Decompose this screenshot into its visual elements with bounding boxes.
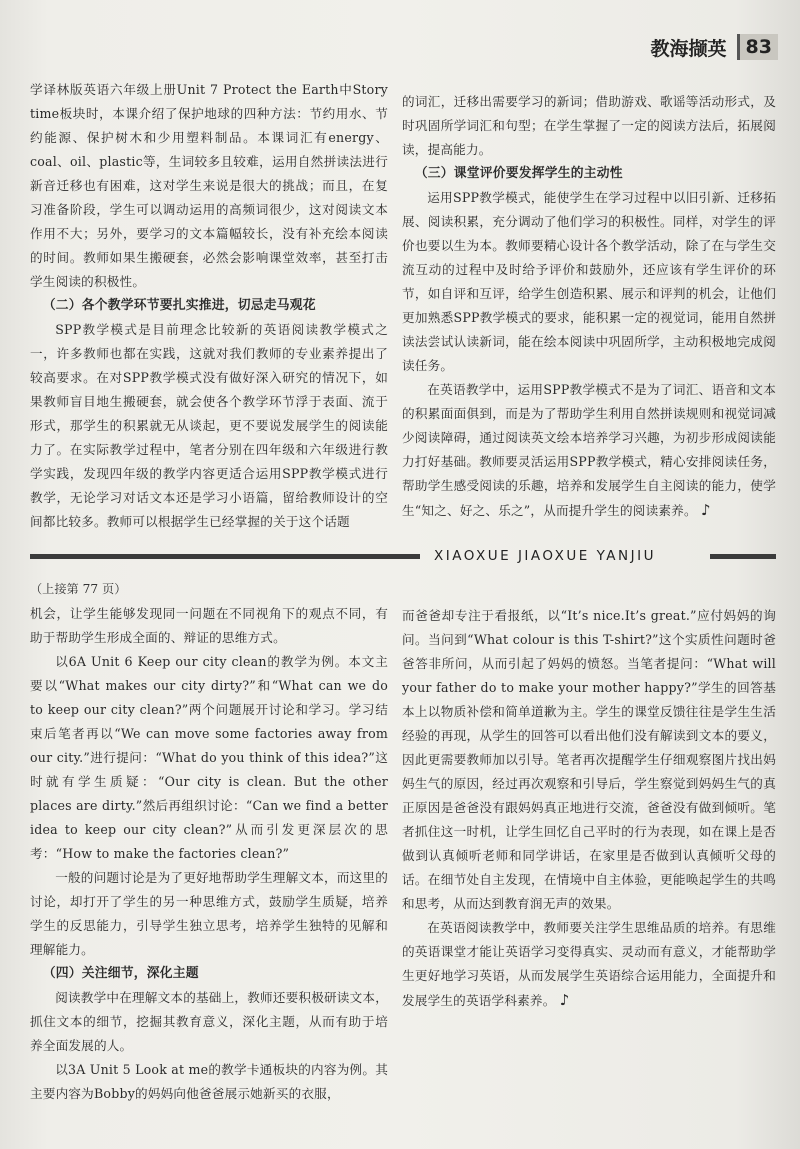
column-top-left: [30, 78, 388, 534]
section-heading: （四）关注细节，深化主题: [42, 966, 199, 981]
column-bottom-right: [402, 604, 776, 1013]
section-heading: （二）各个教学环节要扎实推进，切忌走马观花: [42, 298, 316, 313]
music-note-icon: ♪: [700, 501, 711, 519]
paragraph-with-end-mark: [402, 916, 776, 1013]
journal-name: XIAOXUE JIAOXUE YANJIU: [434, 548, 656, 564]
page-number: 83: [737, 34, 778, 60]
paragraph-with-end-mark: [402, 378, 776, 523]
section-name: 教海撷英: [650, 37, 727, 60]
paragraph: 运用SPP教学模式，能使学生在学习过程中以旧引新、迁移拓展、阅读积累，充分调动了他们学习的积极性。同样，对学生的评价也要以生为本。教师要精心设计各个教学活动，除了在与学生交流互动的过程中及时给予评价和鼓励外，还应该有学生评价的环节，如自评和互评，给学生创造积累、展示和评判的机会，让他们更加熟悉SPP教学模式的要求，能积累一定的视觉词，能用自然拼读法尝试认读新词，能在绘本阅读中巩固所学，主动积极地完成阅读任务。: [402, 190, 776, 373]
paragraph: 学译林版英语六年级上册Unit 7 Protect the Earth中Story time板块时，本课介绍了保护地球的四种方法：节约用水、节约能源、保护树木和少用塑料制品。本课词汇有energy、coal、oil、plastic等，生词较多且较难，运用自然拼读法进行新音迁移也有困难，这对学生来说是很大的挑战；而且，在复习准备阶段，学生可以调动运用的高频词很少，这对阅读文本作用不大；另外，要学习的文本篇幅较长，没有补充绘本阅读的时间。教师如果生搬硬套，必然会影响课堂效率，甚至打击学生阅读的积极性。: [30, 82, 388, 289]
paragraph: 机会，让学生能够发现同一问题在不同视角下的观点不同，有助于帮助学生形成全面的、辩证的思维方式。: [30, 606, 388, 645]
paragraph: 阅读教学中在理解文本的基础上，教师还要积极研读文本，抓住文本的细节，挖掘其教育意义，深化主题，从而有助于培养全面发展的人。: [30, 990, 388, 1053]
music-note-icon: ♪: [559, 991, 570, 1009]
page-header: [651, 30, 778, 64]
paragraph: 在英语教学中，运用SPP教学模式不是为了词汇、语音和文本的积累面面俱到，而是为了帮助学生利用自然拼读规则和视觉词减少阅读障碍，通过阅读英文绘本培养学习兴趣，为初步形成阅读能力打好基础。教师要灵活运用SPP教学模式，精心安排阅读任务，帮助学生感受阅读的乐趣，培养和发展学生自主阅读的能力，使学生“知之、好之、乐之”，从而提升学生的阅读素养。: [402, 382, 776, 518]
paragraph: 以6A Unit 6 Keep our city clean的教学为例。本文主要以“What makes our city dirty?”和“What can we do to keep our city clean?”两个问题展开讨论和学习。学习结束后笔者再以“We can move some factories away from our city.”进行提问：“What do you think of this idea?”这时就有学生质疑：“Our city is clean. But the other places are dirty.”然后再组织讨论：“Can we find a better idea to keep our city clean?”从而引发更深层次的思考：“How to make the factories clean?”: [30, 654, 388, 861]
paragraph: 的词汇，迁移出需要学习的新词；借助游戏、歌谣等活动形式，及时巩固所学词汇和句型；在学生掌握了一定的阅读方法后，拓展阅读，提高能力。: [402, 94, 776, 157]
divider-bar-left: [30, 554, 420, 559]
paragraph: SPP教学模式是目前理念比较新的英语阅读教学模式之一，许多教师也都在实践，这就对我们教师的专业素养提出了较高要求。在对SPP教学模式没有做好深入研究的情况下，如果教师盲目地生搬硬套，就会使各个教学环节浮于表面、流于形式，那学生的积累就无从谈起，更不要说发展学生的阅读能力了。在实际教学过程中，笔者分别在四年级和六年级进行教学实践，发现四年级的教学内容更适合运用SPP教学模式进行教学，无论学习对话文本还是学习小语篇，留给教师设计的空间都比较多。教师可以根据学生已经掌握的关于这个话题: [30, 322, 388, 529]
section-heading: （三）课堂评价要发挥学生的主动性: [414, 166, 623, 181]
paragraph: 而爸爸却专注于看报纸，以“It’s nice.It’s great.”应付妈妈的询问。当问到“What colour is this T-shirt?”这个实质性问题时爸爸答非所问，从而引起了妈妈的愤怒。当笔者提问：“What will your father do to make your mother happy?”学生的回答基本上以物质补偿和简单道歉为主。学生的课堂反馈往往是学生生活经验的再现，从学生的回答可以看出他们没有解读到文本的要义，因此更需要教师加以引导。笔者再次提醒学生仔细观察图片找出妈妈生气的原因，经过再次观察和引导后，学生察觉到妈妈生气的真正原因是爸爸没有跟妈妈真正地进行交流，爸爸没有做到倾听。笔者抓住这一时机，让学生回忆自己平时的行为表现，如在课上是否做到认真倾听老师和同学讲话，在家里是否做到认真倾听父母的话。在细节处自主发现，在情境中自主体验，更能唤起学生的共鸣和思考，从而达到教育润无声的效果。: [402, 608, 776, 911]
paragraph: 以3A Unit 5 Look at me的教学卡通板块的内容为例。其主要内容为Bobby的妈妈向他爸爸展示她新买的衣服，: [30, 1062, 388, 1101]
paragraph: 一般的问题讨论是为了更好地帮助学生理解文本，而这里的讨论，却打开了学生的另一种思维方式，鼓励学生质疑，培养学生的反思能力，引导学生独立思考，培养学生独特的见解和理解能力。: [30, 870, 388, 957]
continued-from-note: （上接第 77 页）: [30, 582, 127, 596]
section-divider: [30, 545, 776, 567]
paragraph: 在英语阅读教学中，教师要关注学生思维品质的培养。有思维的英语课堂才能让英语学习变得真实、灵动而有意义，才能帮助学生更好地学习英语，从而发展学生英语综合运用能力，全面提升和发展学生的英语学科素养。: [402, 920, 776, 1008]
column-bottom-left: [30, 602, 388, 1106]
divider-bar-right: [710, 554, 776, 559]
column-top-right: [402, 90, 776, 523]
